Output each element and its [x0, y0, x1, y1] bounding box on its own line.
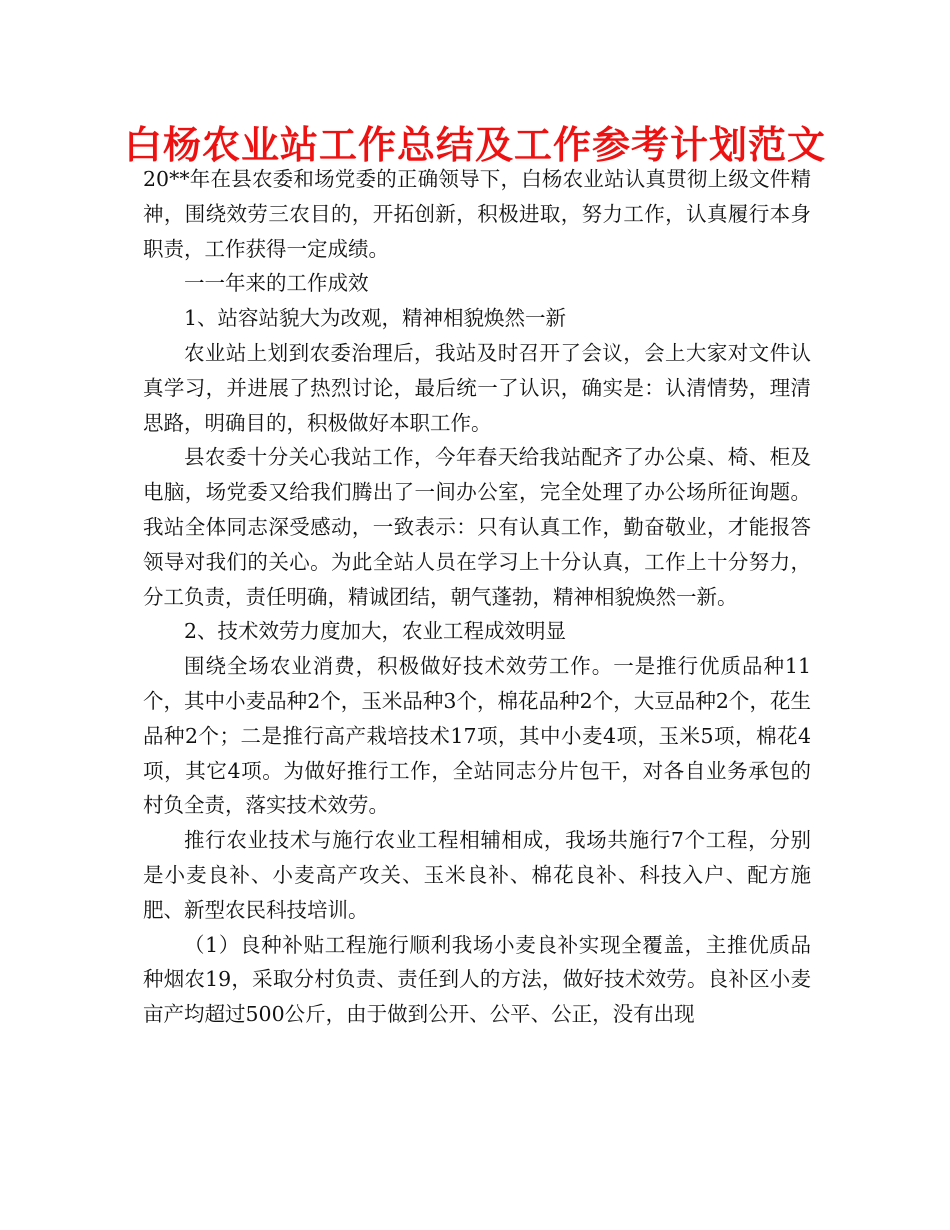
paragraph: 推行农业技术与施行农业工程相辅相成，我场共施行7个工程，分别是小麦良补、小麦高产攻关、玉米良补、棉花良补、科技入户、配方施肥、新型农民科技培训。: [143, 828, 811, 922]
paragraph: 围绕全场农业消费，积极做好技术效劳工作。一是推行优质品种11个，其中小麦品种2个，玉米品种3个，棉花品种2个，大豆品种2个，花生品种2个；二是推行高产栽培技术17项，其中小麦4项，玉米5项，棉花4项，其它4项。为做好推行工作，全站同志分片包干，对各自业务承包的村负全责，落实技术效劳。: [143, 654, 811, 818]
document-title: 白杨农业站工作总结及工作参考计划范文: [123, 123, 826, 167]
paragraph: 县农委十分关心我站工作，今年春天给我站配齐了办公桌、椅、柜及电脑，场党委又给我们腾出了一间办公室，完全处理了办公场所征询题。我站全体同志深受感动，一致表示：只有认真工作，勤奋敬业，才能报答领导对我们的关心。为此全站人员在学习上十分认真，工作上十分努力，分工负责，责任明确，精诚团结，朝气蓬勃，精神相貌焕然一新。: [143, 445, 811, 609]
paragraph: 20**年在县农委和场党委的正确领导下，白杨农业站认真贯彻上级文件精神，围绕效劳三农目的，开拓创新，积极进取，努力工作，认真履行本身职责，工作获得一定成绩。: [143, 167, 811, 261]
paragraph: （1）良种补贴工程施行顺利我场小麦良补实现全覆盖，主推优质品种烟农19，采取分村负责、责任到人的方法，做好技术效劳。良补区小麦亩产均超过500公斤，由于做到公开、公平、公正，没有出现: [143, 932, 811, 1027]
document-body: [143, 162, 811, 1032]
section-heading: 一一年来的工作成效: [184, 271, 369, 296]
subsection-heading: 1、站容站貌大为改观，精神相貌焕然一新: [184, 306, 567, 331]
subsection-heading: 2、技术效劳力度加大，农业工程成效明显: [184, 619, 567, 644]
paragraph: 农业站上划到农委治理后，我站及时召开了会议，会上大家对文件认真学习，并进展了热烈讨论，最后统一了认识，确实是：认清情势，理清思路，明确目的，积极做好本职工作。: [143, 340, 811, 435]
